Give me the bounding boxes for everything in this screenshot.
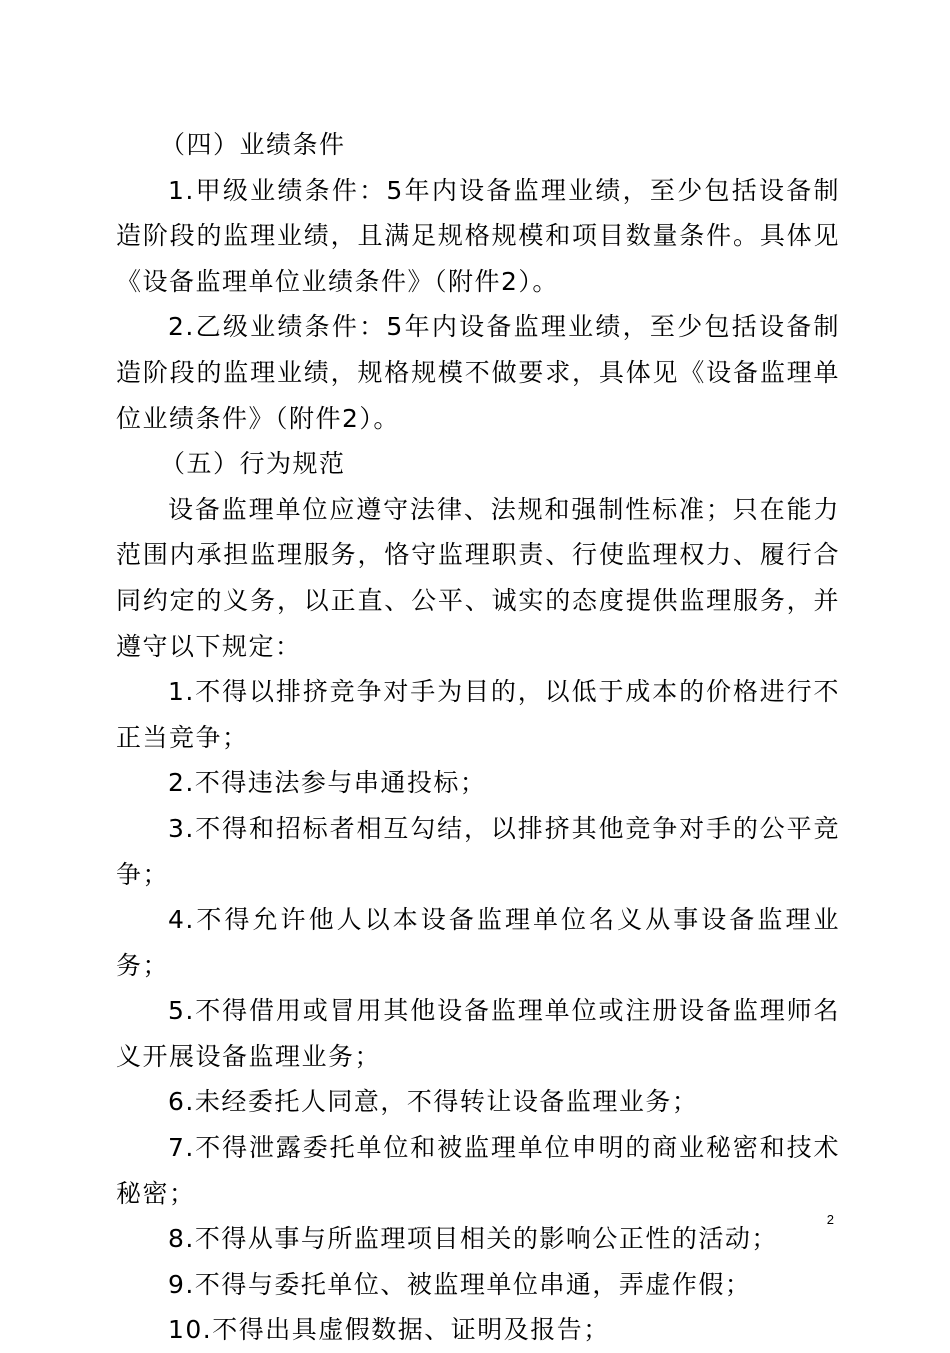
rule-item-4: 4.不得允许他人以本设备监理单位名义从事设备监理业务； xyxy=(116,905,840,980)
rule-item-1: 1.不得以排挤竞争对手为目的，以低于成本的价格进行不正当竞争； xyxy=(116,677,840,752)
rule-item-8: 8.不得从事与所监理项目相关的影响公正性的活动； xyxy=(168,1224,778,1254)
rule-item-5: 5.不得借用或冒用其他设备监理单位或注册设备监理师名义开展设备监理业务； xyxy=(116,996,840,1071)
rule-item-9: 9.不得与委托单位、被监理单位串通，弄虚作假； xyxy=(168,1269,752,1299)
paragraph-grade-b-performance: 2.乙级业绩条件：5年内设备监理业绩，至少包括设备制造阶段的监理业绩，规格规模不做要求，具体见《设备监理单位业绩条件》（附件2）。 xyxy=(116,312,840,433)
document-body xyxy=(116,122,840,1353)
rule-item-7: 7.不得泄露委托单位和被监理单位申明的商业秘密和技术秘密； xyxy=(116,1133,840,1208)
paragraph-conduct-intro: 设备监理单位应遵守法律、法规和强制性标准；只在能力范围内承担监理服务，恪守监理职责、行使监理权力、履行合同约定的义务，以正直、公平、诚实的态度提供监理服务，并遵守以下规定： xyxy=(116,494,840,661)
rule-item-2: 2.不得违法参与串通投标； xyxy=(168,768,487,798)
rule-item-3: 3.不得和招标者相互勾结，以排挤其他竞争对手的公平竞争； xyxy=(116,813,840,889)
section-heading-performance: （四）业绩条件 xyxy=(160,130,346,159)
section-heading-conduct: （五）行为规范 xyxy=(160,449,346,479)
rule-item-6: 6.未经委托人同意，不得转让设备监理业务； xyxy=(168,1087,699,1117)
paragraph-grade-a-performance: 1.甲级业绩条件：5年内设备监理业绩，至少包括设备制造阶段的监理业绩，且满足规格规模和项目数量条件。具体见《设备监理单位业绩条件》（附件2）。 xyxy=(116,175,840,296)
rule-item-10: 10.不得出具虚假数据、证明及报告； xyxy=(168,1315,610,1345)
page-number: 2 xyxy=(826,1212,834,1227)
